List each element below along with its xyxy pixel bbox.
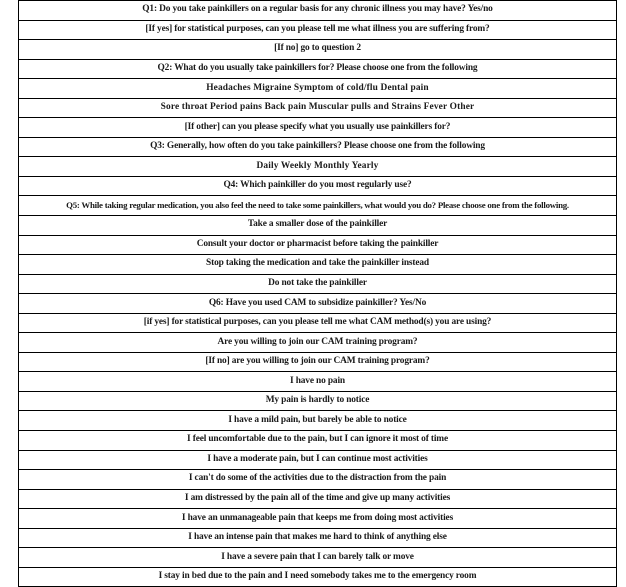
table-row bbox=[19, 98, 617, 118]
table-row bbox=[19, 20, 617, 40]
questionnaire-row-branch: [If no] are you willing to join our CAM training program? bbox=[19, 352, 617, 372]
table-row bbox=[19, 294, 617, 314]
questionnaire-row-option: Stop taking the medication and take the painkiller instead bbox=[19, 255, 617, 275]
questionnaire-row-branch: [If yes] for statistical purposes, can you please tell me what illness you are suffering from? bbox=[19, 20, 617, 40]
questionnaire-row-scale: I am distressed by the pain all of the time and give up many activities bbox=[19, 489, 617, 509]
questionnaire-row-scale: I feel uncomfortable due to the pain, but I can ignore it most of time bbox=[19, 431, 617, 451]
table-row bbox=[19, 216, 617, 236]
table-row bbox=[19, 548, 617, 568]
table-row bbox=[19, 567, 617, 587]
table-row bbox=[19, 509, 617, 529]
questionnaire-table-body bbox=[19, 1, 617, 587]
table-row bbox=[19, 450, 617, 470]
table-row bbox=[19, 79, 617, 99]
table-row bbox=[19, 255, 617, 275]
questionnaire-row-question: Q1: Do you take painkillers on a regular basis for any chronic illness you may have? Yes/no bbox=[19, 1, 617, 21]
questionnaire-row-question: Q6: Have you used CAM to subsidize painkiller? Yes/No bbox=[19, 294, 617, 314]
questionnaire-row-question: Q4: Which painkiller do you most regularly use? bbox=[19, 176, 617, 196]
questionnaire-row-scale: I can't do some of the activities due to the distraction from the pain bbox=[19, 470, 617, 490]
table-row bbox=[19, 118, 617, 138]
table-row bbox=[19, 137, 617, 157]
questionnaire-row-option: Do not take the painkiller bbox=[19, 274, 617, 294]
questionnaire-row-options: Sore throat Period pains Back pain Muscular pulls and Strains Fever Other bbox=[19, 98, 617, 118]
questionnaire-row-scale: I have no pain bbox=[19, 372, 617, 392]
table-row bbox=[19, 40, 617, 60]
questionnaire-row-scale: I have an unmanageable pain that keeps me from doing most activities bbox=[19, 509, 617, 529]
table-row bbox=[19, 274, 617, 294]
table-row bbox=[19, 176, 617, 196]
table-row bbox=[19, 235, 617, 255]
table-row bbox=[19, 196, 617, 216]
table-row bbox=[19, 59, 617, 79]
table-row bbox=[19, 391, 617, 411]
table-row bbox=[19, 411, 617, 431]
table-row bbox=[19, 1, 617, 21]
table-row bbox=[19, 431, 617, 451]
questionnaire-row-question: Q3: Generally, how often do you take painkillers? Please choose one from the following bbox=[19, 137, 617, 157]
table-row bbox=[19, 489, 617, 509]
questionnaire-row-scale: I have an intense pain that makes me hard to think of anything else bbox=[19, 528, 617, 548]
table-row bbox=[19, 352, 617, 372]
questionnaire-row-option: Take a smaller dose of the painkiller bbox=[19, 216, 617, 236]
table-row bbox=[19, 313, 617, 333]
questionnaire-table bbox=[18, 0, 617, 587]
questionnaire-row-scale: I have a mild pain, but barely be able to notice bbox=[19, 411, 617, 431]
questionnaire-row-scale: I have a moderate pain, but I can continue most activities bbox=[19, 450, 617, 470]
table-row bbox=[19, 157, 617, 177]
questionnaire-row-scale: I have a severe pain that I can barely talk or move bbox=[19, 548, 617, 568]
questionnaire-row-question: Q2: What do you usually take painkillers for? Please choose one from the following bbox=[19, 59, 617, 79]
table-row bbox=[19, 528, 617, 548]
questionnaire-row-scale: I stay in bed due to the pain and I need somebody takes me to the emergency room bbox=[19, 567, 617, 587]
questionnaire-row-question: Are you willing to join our CAM training program? bbox=[19, 333, 617, 353]
table-row bbox=[19, 333, 617, 353]
questionnaire-row-options: Headaches Migraine Symptom of cold/flu Dental pain bbox=[19, 79, 617, 99]
table-row bbox=[19, 470, 617, 490]
questionnaire-row-branch: [If no] go to question 2 bbox=[19, 40, 617, 60]
questionnaire-row-branch: [if yes] for statistical purposes, can you please tell me what CAM method(s) you are using? bbox=[19, 313, 617, 333]
questionnaire-row-branch: [If other] can you please specify what you usually use painkillers for? bbox=[19, 118, 617, 138]
table-row bbox=[19, 372, 617, 392]
questionnaire-row-option: Consult your doctor or pharmacist before taking the painkiller bbox=[19, 235, 617, 255]
questionnaire-row-scale: My pain is hardly to notice bbox=[19, 391, 617, 411]
questionnaire-row-question-wide: Q5: While taking regular medication, you also feel the need to take some painkillers, what would you do? Please choose one from the following. bbox=[19, 196, 617, 216]
questionnaire-row-options: Daily Weekly Monthly Yearly bbox=[19, 157, 617, 177]
